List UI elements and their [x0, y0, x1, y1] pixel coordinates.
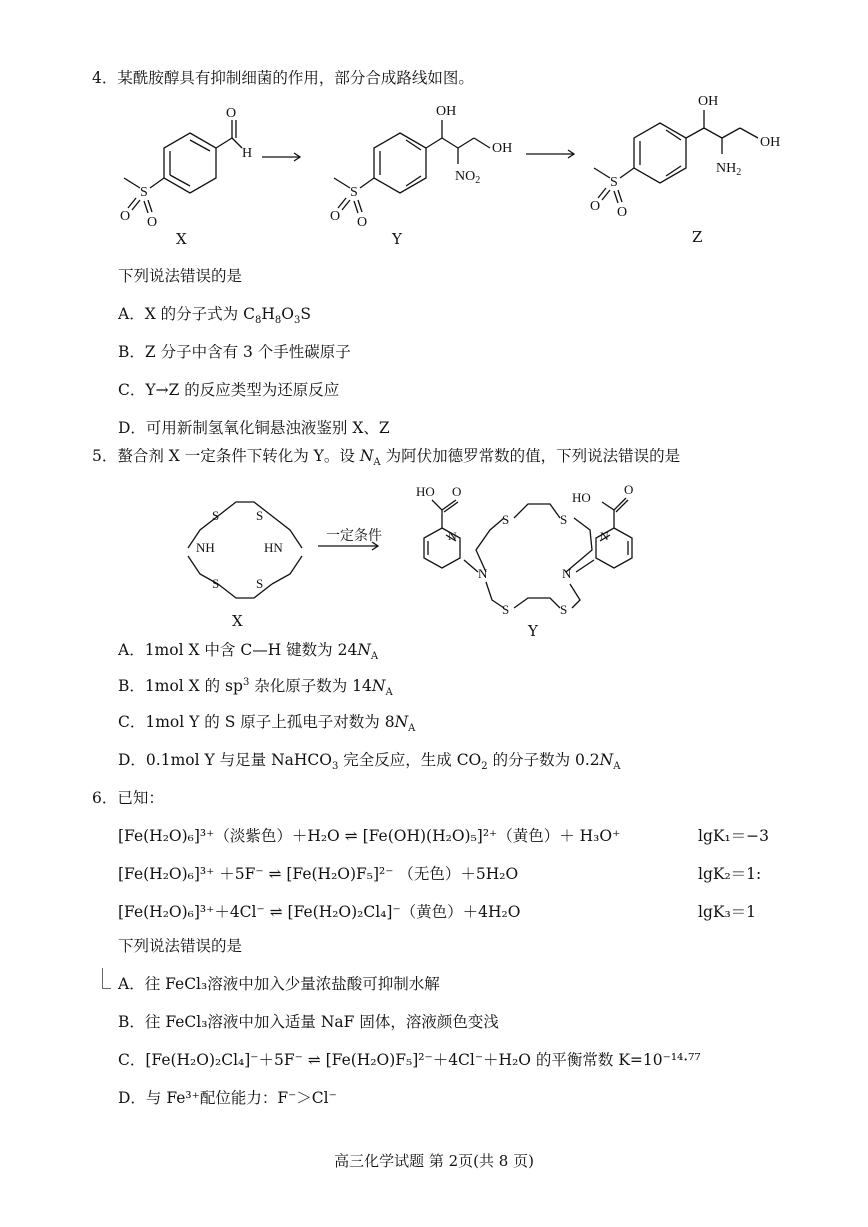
z-so-o1: O: [617, 205, 628, 220]
x-s3: S: [212, 576, 220, 591]
q4-label-z: Z: [692, 228, 703, 246]
y-s4: S: [560, 602, 568, 617]
z-oh2: OH: [760, 135, 781, 150]
margin-mark: [102, 968, 111, 989]
q6-equation-2-k: lgK₂＝1:: [698, 865, 762, 883]
y-ho1: HO: [416, 484, 435, 499]
q5-option-b: B．1mol X 的 $sp^3$ 杂化原子数为 $14N_A$: [118, 676, 393, 699]
q5-option-c: C．1mol Y 的 S 原子上孤电子对数为 $8N_A$: [118, 713, 416, 735]
y-carbonyl-o2: O: [624, 482, 634, 497]
q5-label-x: X: [232, 612, 243, 630]
y-pyridine-n2: N: [600, 529, 609, 543]
y-s1: S: [502, 512, 510, 527]
q6-equation-3-k: lgK₃＝1: [698, 903, 757, 921]
q5-condition: 一定条件: [326, 529, 382, 544]
q4-label-y: Y: [392, 230, 402, 248]
page-footer: 高三化学试题 第 2页(共 8 页): [334, 1152, 534, 1170]
q4-option-c: C．Y→Z 的反应类型为还原反应: [118, 381, 340, 399]
q5-option-a: A．1mol X 中含 C—H 键数为 $24N_A$: [118, 641, 379, 663]
q6-option-b: B．往 FeCl₃溶液中加入适量 NaF 固体，溶液颜色变浅: [118, 1013, 499, 1031]
q6-option-d: D．与 Fe³⁺配位能力：F⁻＞Cl⁻: [118, 1089, 337, 1107]
y-no2: $NO_2$: [455, 169, 481, 186]
y-s2: S: [560, 512, 568, 527]
q6-equation-1-k: lgK₁＝−3: [698, 827, 770, 845]
y-oh1: OH: [436, 104, 457, 119]
q6-stem: 6．已知：: [92, 789, 164, 807]
q4-prompt: 下列说法错误的是: [118, 267, 243, 285]
x-nh: NH: [196, 540, 215, 555]
x-s4: S: [256, 576, 264, 591]
y-carbonyl-o1: O: [452, 484, 462, 499]
x-aldehyde-h: H: [242, 146, 253, 161]
z-nh2: $NH_2$: [716, 161, 742, 178]
y-s3: S: [502, 602, 510, 617]
x-s2: S: [256, 508, 264, 523]
q6-prompt: 下列说法错误的是: [118, 937, 243, 955]
x-sulfur: S: [140, 185, 148, 200]
y-so-o2: O: [330, 209, 341, 224]
q4-option-a: A．X 的分子式为 $C_8H_8O_3S$: [118, 305, 311, 327]
q6-option-a: A．往 FeCl₃溶液中加入少量浓盐酸可抑制水解: [118, 975, 440, 993]
y-n1: N: [478, 566, 488, 581]
x-so-o1: O: [147, 215, 158, 230]
x-so-o2: O: [120, 209, 131, 224]
q4-stem: 4．某酰胺醇具有抑制细菌的作用，部分合成路线如图。: [92, 69, 474, 87]
q4-label-x: X: [176, 230, 187, 248]
y-ho2: HO: [572, 490, 591, 505]
q6-equation-3: [Fe(H₂O)₆]³⁺＋4Cl⁻ ⇌ [Fe(H₂O)₂Cl₄]⁻（黄色）＋4H₂O: [118, 903, 521, 921]
z-oh1: OH: [698, 94, 719, 109]
q4-option-d: D．可用新制氢氧化铜悬浊液鉴别 X、Z: [118, 419, 390, 437]
y-sulfur: S: [350, 185, 358, 200]
x-hn: HN: [264, 540, 283, 555]
q4-option-b: B．Z 分子中含有 3 个手性碳原子: [118, 343, 351, 361]
q6-equation-1: [Fe(H₂O)₆]³⁺（淡紫色）＋H₂O ⇌ [Fe(OH)(H₂O)₅]²⁺（黄色）＋ H₃O⁺: [118, 827, 621, 845]
y-oh2: OH: [492, 141, 513, 156]
x-aldehyde-o: O: [226, 106, 237, 121]
q6-equation-2: [Fe(H₂O)₆]³⁺ ＋5F⁻ ⇌ [Fe(H₂O)F₅]²⁻ （无色）＋5H₂O: [118, 865, 519, 883]
y-so-o1: O: [357, 215, 368, 230]
x-s1: S: [212, 508, 220, 523]
q6-option-c: C．[Fe(H₂O)₂Cl₄]⁻＋5F⁻ ⇌ [Fe(H₂O)F₅]²⁻＋4Cl⁻＋H₂O 的平衡常数 K=10⁻¹⁴·⁷⁷: [118, 1051, 701, 1069]
q5-label-y: Y: [528, 622, 538, 640]
q5-option-d: D．0.1mol Y 与足量 NaHCO$_3$ 完全反应，生成 $CO_2$ 的分子数为 $0.2N_A$: [118, 751, 621, 773]
y-n2: N: [562, 566, 572, 581]
z-so-o2: O: [590, 199, 601, 214]
q5-stem: 5．螯合剂 X 一定条件下转化为 Y。设 $N_A$ 为阿伏加德罗常数的值，下列说法错误的是: [92, 447, 681, 469]
y-pyridine-n1: N: [448, 529, 457, 543]
z-sulfur: S: [610, 175, 618, 190]
